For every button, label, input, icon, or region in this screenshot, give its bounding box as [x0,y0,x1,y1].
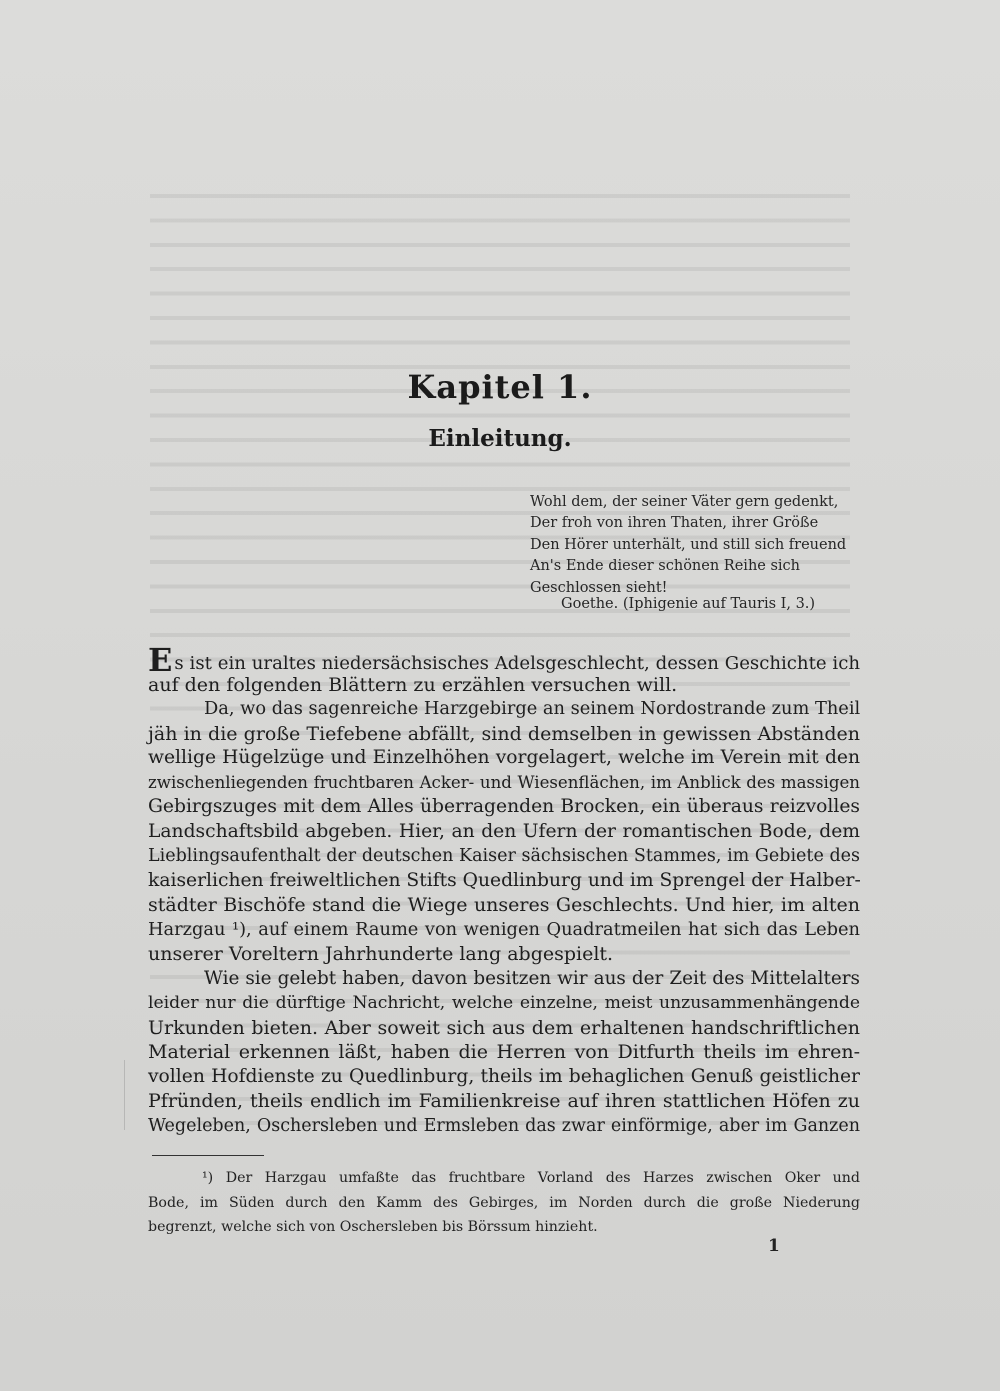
body-line: unserer Voreltern Jahrhunderte lang abgespielt. [148,943,614,965]
body-line: Lieblingsaufenthalt der deutschen Kaiser sächsischen Stammes, im Gebiete des [148,846,860,866]
motto-source: Goethe. (Iphigenie auf Tauris I, 3.) [561,596,816,612]
body-line: Material erkennen läßt, haben die Herren von Ditfurth theils im ehren- [148,1041,860,1063]
footnotes [148,1166,860,1240]
motto [530,492,860,599]
footnote-line: Bode, im Süden durch den Kamm des Gebirges, im Norden durch die große Niederung [148,1194,860,1211]
body-line: Da, wo das sagenreiche Harzgebirge an seinem Nordostrande zum Theil [204,698,861,719]
body-line: Urkunden bieten. Aber soweit sich aus dem erhaltenen handschriftlichen [148,1016,860,1039]
body-line: wellige Hügelzüge und Einzelhöhen vorgelagert, welche im Verein mit den [148,747,860,768]
body-line: Landschaftsbild abgeben. Hier, an den Ufern der romantischen Bode, dem [148,820,860,842]
body-line-text: s ist ein uraltes niedersächsisches Adelsgeschlecht, dessen Geschichte ich [174,653,860,674]
footnote-line: begrenzt, welche sich von Oschersleben bis Börssum hinzieht. [148,1219,598,1235]
body-text [148,641,861,1138]
body-line: Gebirgszuges mit dem Alles überragenden Brocken, ein überaus reizvolles [148,796,860,817]
motto-line: Der froh von ihren Thaten, ihrer Größe [530,515,819,532]
motto-line: An's Ende dieser schönen Reihe sich [530,558,801,575]
drop-cap: E [148,641,173,679]
body-line: Pfründen, theils endlich im Familienkreise auf ihren stattlichen Höfen zu [148,1090,860,1112]
body-line: städter Bischöfe stand die Wiege unseres Geschlechts. Und hier, im alten [148,894,860,916]
body-line: kaiserlichen freiweltlichen Stifts Quedlinburg und im Sprengel der Halber- [148,869,861,891]
body-line: leider nur die dürftige Nachricht, welche einzelne, meist unzusammenhängende [148,993,860,1013]
margin-mark [124,1060,125,1130]
body-line: Wie sie gelebt haben, davon besitzen wir aus der Zeit des Mittelalters [204,967,860,989]
motto-line: Geschlossen sieht! [530,579,668,596]
page-number: 1 [768,1236,780,1256]
motto-line: Den Hörer unterhält, und still sich freuend [530,536,847,553]
body-line: auf den folgenden Blättern zu erzählen versuchen will. [148,673,678,696]
chapter-title: Kapitel 1. [407,368,593,406]
body-line [148,641,860,679]
body-line: zwischenliegenden fruchtbaren Acker- und Wiesenflächen, im Anblick des massigen [148,772,860,792]
body-line: Harzgau ¹), auf einem Raume von wenigen Quadratmeilen hat sich das Leben [148,918,860,940]
body-line: jäh in die große Tiefebene abfällt, sind demselben in gewissen Abständen [148,722,860,745]
motto-line: Wohl dem, der seiner Väter gern gedenkt, [530,494,839,510]
chapter-subtitle: Einleitung. [428,425,572,452]
footnote-line: ¹) Der Harzgau umfaßte das fruchtbare Vorland des Harzes zwischen Oker und [202,1170,860,1186]
body-line: Wegeleben, Oschersleben und Ermsleben das zwar einförmige, aber im Ganzen [148,1115,860,1136]
body-line: vollen Hofdienste zu Quedlinburg, theils im behaglichen Genuß geistlicher [148,1065,860,1087]
footnote-rule [152,1155,264,1156]
